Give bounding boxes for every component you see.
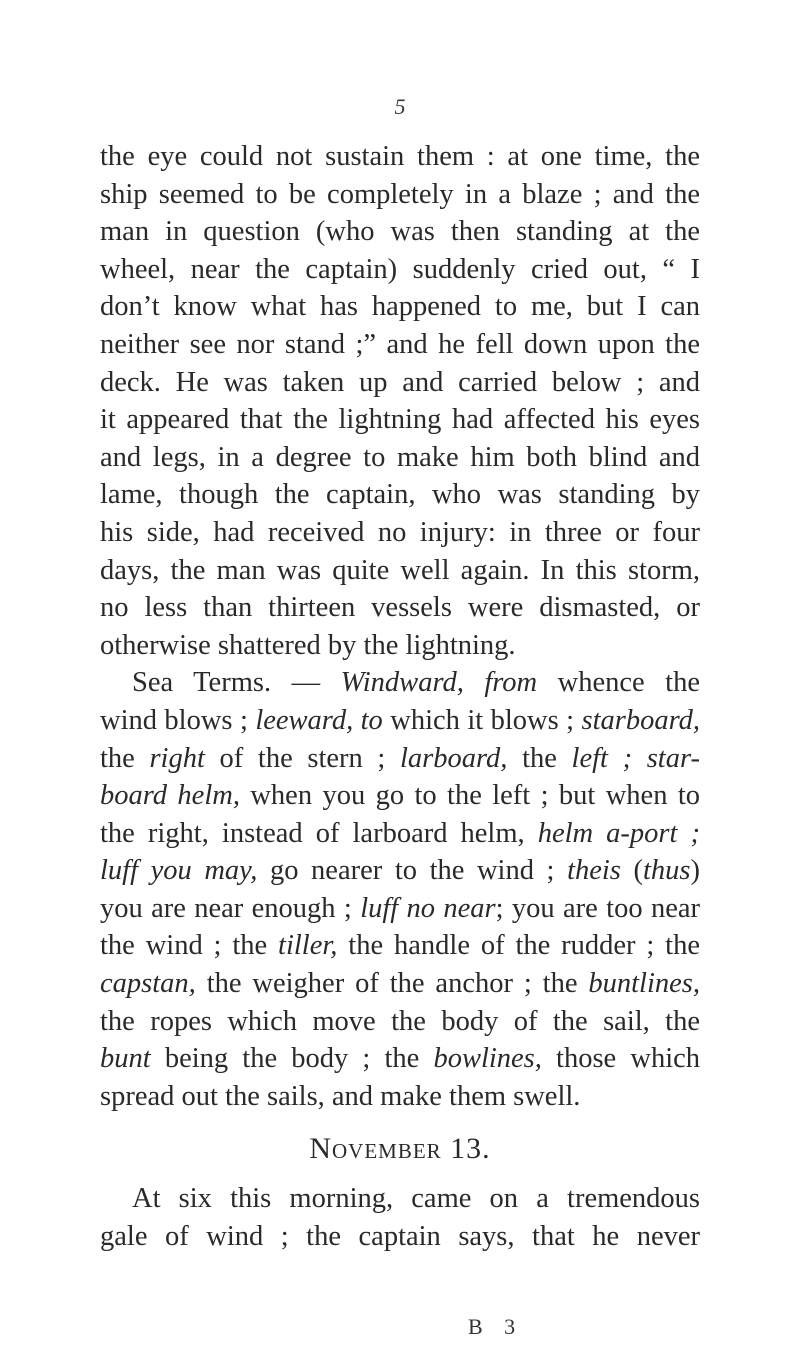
sea-terms-line: the right, instead of larboard helm, helm a-port ; [100, 817, 700, 849]
text-line: man in question (who was then standing at the [100, 216, 700, 248]
sea-terms-line: luff you may, go nearer to the wind ; theis (thus) [100, 855, 700, 887]
text-line: his side, had received no injury: in three or four [100, 516, 700, 548]
text-line: don’t know what has happened to me, but I can [100, 291, 700, 323]
sea-terms-line: the ropes which move the body of the sail, the [100, 1005, 700, 1037]
text-line: otherwise shattered by the lightning. [100, 629, 516, 661]
text-line: deck. He was taken up and carried below ; and [100, 366, 700, 398]
text-line: and legs, in a degree to make him both blind and [100, 441, 700, 473]
sea-terms-line: board helm, when you go to the left ; but when to [100, 780, 700, 812]
sea-terms-line: the wind ; the tiller, the handle of the rudder ; the [100, 930, 700, 962]
text-line: At six this morning, came on a tremendous [132, 1183, 700, 1215]
signature-mark: B 3 [468, 1314, 524, 1339]
sea-terms-line: spread out the sails, and make them swell. [100, 1080, 581, 1112]
text-line: it appeared that the lightning had affected his eyes [100, 404, 700, 436]
sea-terms-line: Sea Terms. — Windward, from whence the [132, 667, 700, 699]
text-line: lame, though the captain, who was standing by [100, 479, 700, 511]
page-number: 5 [394, 94, 406, 119]
sea-terms-line: you are near enough ; luff no near; you are too near [100, 892, 700, 924]
text-line: days, the man was quite well again. In this storm, [100, 554, 700, 586]
text-line: wheel, near the captain) suddenly cried out, “ I [100, 253, 700, 285]
sea-terms-line: the right of the stern ; larboard, the left ; star- [100, 742, 700, 774]
sea-terms-line: capstan, the weigher of the anchor ; the buntlines, [100, 968, 700, 1000]
text-line: neither see nor stand ;” and he fell down upon the [100, 328, 700, 360]
text-line: no less than thirteen vessels were dismasted, or [100, 592, 700, 624]
text-line: gale of wind ; the captain says, that he never [100, 1220, 700, 1252]
body-text [100, 138, 700, 1255]
text-line: ship seemed to be completely in a blaze ; and the [100, 178, 700, 210]
date-heading: November 13. [309, 1132, 491, 1166]
sea-terms-line: wind blows ; leeward, to which it blows ; starboard, [100, 704, 700, 736]
sea-terms-line: bunt being the body ; the bowlines, those which [100, 1043, 701, 1075]
text-line: the eye could not sustain them : at one time, the [100, 141, 700, 172]
